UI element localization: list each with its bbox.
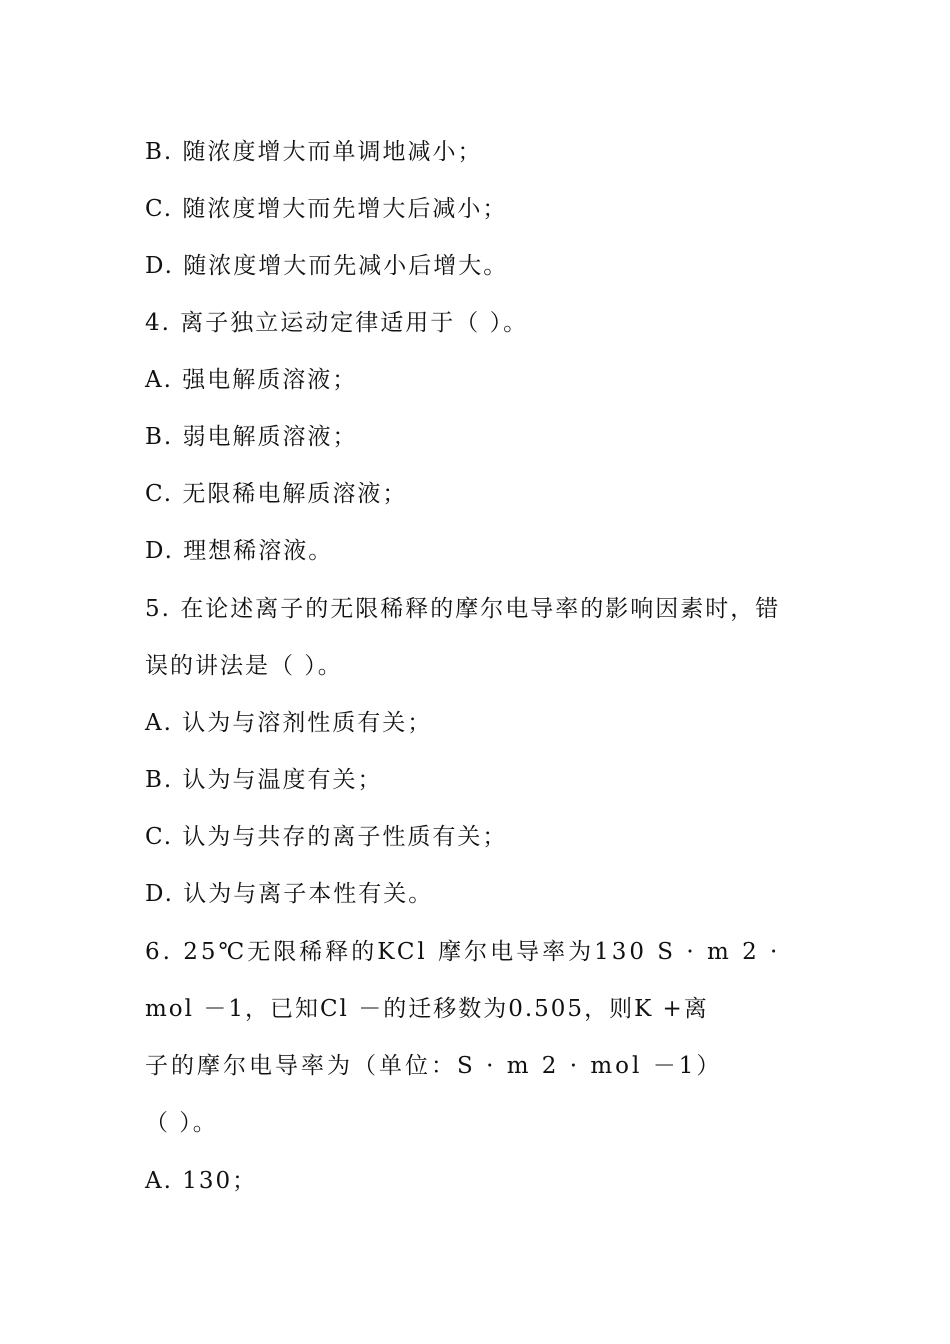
question-4: 4. 离子独立运动定律适用于（ ）。 [145,310,529,336]
option-c-q5: C. 认为与共存的离子性质有关； [145,824,508,850]
option-a-q4: A. 强电解质溶液； [145,367,358,393]
question-6-line-4: （ ）。 [145,1110,218,1136]
option-d-q4: D. 理想稀溶液。 [145,538,334,564]
question-6-line-3: 子的摩尔电导率为（单位：S · m 2 · mol －1） [145,1053,723,1079]
option-a-q6: A. 130； [145,1168,258,1194]
option-b-q3: B. 随浓度增大而单调地减小； [145,139,483,165]
question-6-line-1: 6. 25℃无限稀释的KCl 摩尔电导率为130 S · m 2 · [145,939,781,965]
option-c-q4: C. 无限稀电解质溶液； [145,481,408,507]
option-b-q4: B. 弱电解质溶液； [145,424,358,450]
question-6-line-2: mol －1，已知Cl －的迁移数为0.505，则K +离 [145,996,709,1022]
question-5-line-1: 5. 在论述离子的无限稀释的摩尔电导率的影响因素时，错 [145,596,781,622]
question-5-line-2: 误的讲法是（ ）。 [145,653,343,679]
option-a-q5: A. 认为与溶剂性质有关； [145,710,433,736]
option-d-q3: D. 随浓度增大而先减小后增大。 [145,253,509,279]
option-c-q3: C. 随浓度增大而先增大后减小； [145,196,508,222]
option-d-q5: D. 认为与离子本性有关。 [145,881,434,907]
option-b-q5: B. 认为与温度有关； [145,767,383,793]
